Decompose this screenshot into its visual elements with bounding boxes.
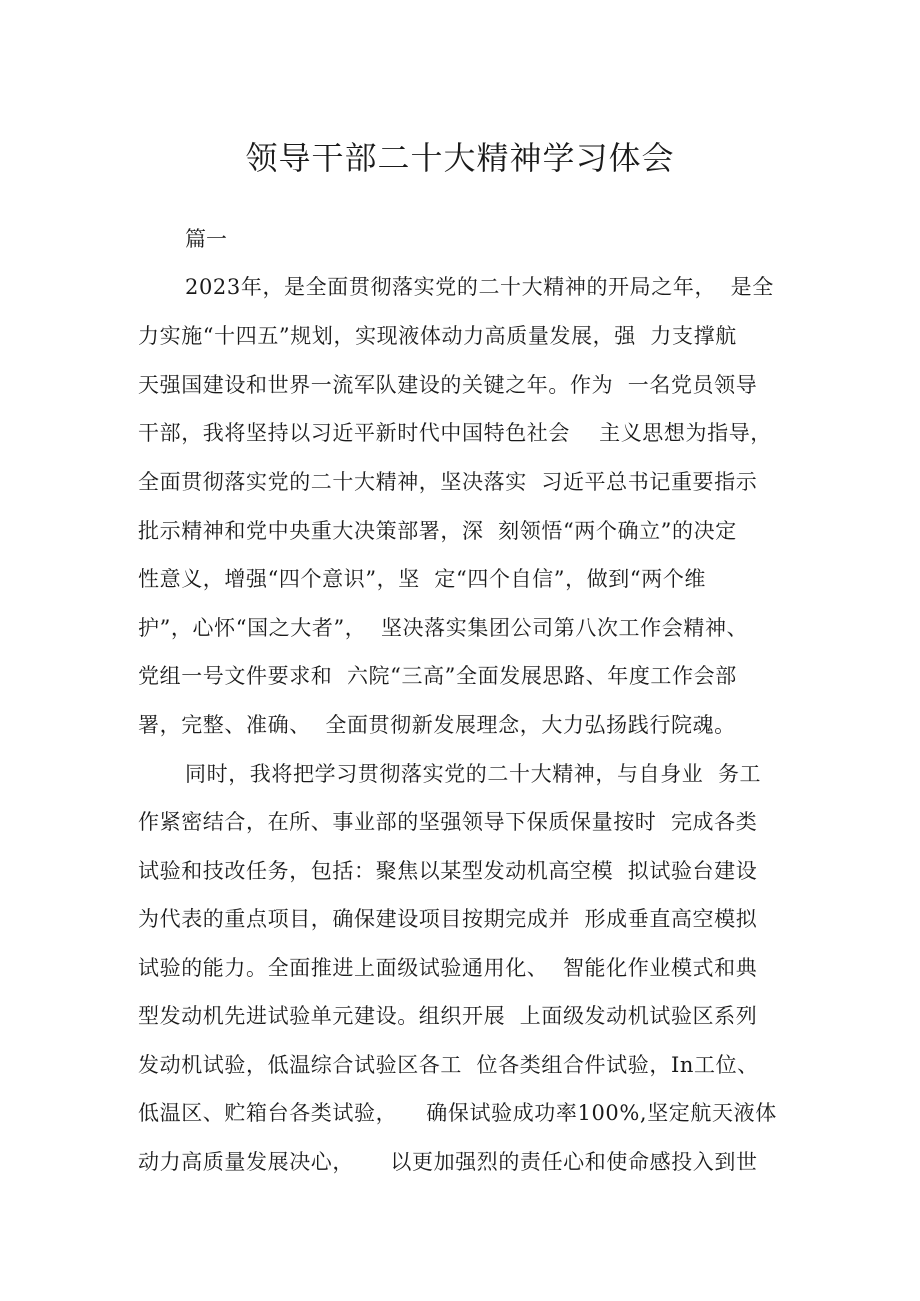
paragraph-2-line-7: 发动机试验，低温综合试验区各工 位各类组合件试验，In工位、	[138, 1053, 759, 1077]
paragraph-2-line-9: 动力高质量发展决心， 以更加强烈的责任心和使命感投入到世	[138, 1150, 758, 1174]
paragraph-2-line-5: 试验的能力。全面推进上面级试验通用化、 智能化作业模式和典	[138, 956, 758, 980]
paragraph-2-line-6: 型发动机先进试验单元建设。组织开展 上面级发动机试验区系列	[138, 1004, 758, 1028]
paragraph-1-line-10: 署，完整、准确、 全面贯彻新发展理念，大力弘扬践行院魂。	[138, 713, 736, 737]
paragraph-1-line-4: 干部，我将坚持以习近平新时代中国特色社会 主义思想为指导，	[138, 421, 772, 445]
paragraph-2-line-8: 低温区、贮箱台各类试验， 确保试验成功率100%,坚定航天液体	[138, 1101, 777, 1125]
paragraph-1-line-9: 党组一号文件要求和 六院“三高”全面发展思路、年度工作会部	[138, 664, 737, 688]
section-label: 篇一	[185, 227, 227, 251]
paragraph-1-line-6: 批示精神和党中央重大决策部署，深 刻领悟“两个确立”的决定	[138, 519, 737, 543]
paragraph-1-line-5: 全面贯彻落实党的二十大精神，坚决落实 习近平总书记重要指示	[138, 470, 758, 494]
paragraph-1-line-1: 2023年，是全面贯彻落实党的二十大精神的开局之年， 是全	[185, 275, 774, 299]
paragraph-2-line-3: 试验和技改任务，包括：聚焦以某型发动机高空模 拟试验台建设	[138, 859, 758, 883]
paragraph-2-line-2: 作紧密结合，在所、事业部的坚强领导下保质保量按时 完成各类	[138, 810, 758, 834]
paragraph-1-line-3: 天强国建设和世界一流军队建设的关键之年。作为 一名党员领导	[138, 373, 758, 397]
paragraph-2-line-1: 同时，我将把学习贯彻落实党的二十大精神，与自身业 务工	[185, 762, 762, 786]
document-title: 领导干部二十大精神学习体会	[245, 139, 675, 177]
paragraph-1-line-7: 性意义，增强“四个意识”，坚 定“四个自信”，做到“两个维	[138, 567, 707, 591]
paragraph-2-line-4: 为代表的重点项目，确保建设项目按期完成并 形成垂直高空模拟	[138, 907, 758, 931]
paragraph-1-line-8: 护”，心怀“国之大者”， 坚决落实集团公司第八次工作会精神、	[138, 616, 749, 640]
paragraph-1-line-2: 力实施“十四五”规划，实现液体动力高质量发展，强 力支撑航	[138, 324, 737, 348]
